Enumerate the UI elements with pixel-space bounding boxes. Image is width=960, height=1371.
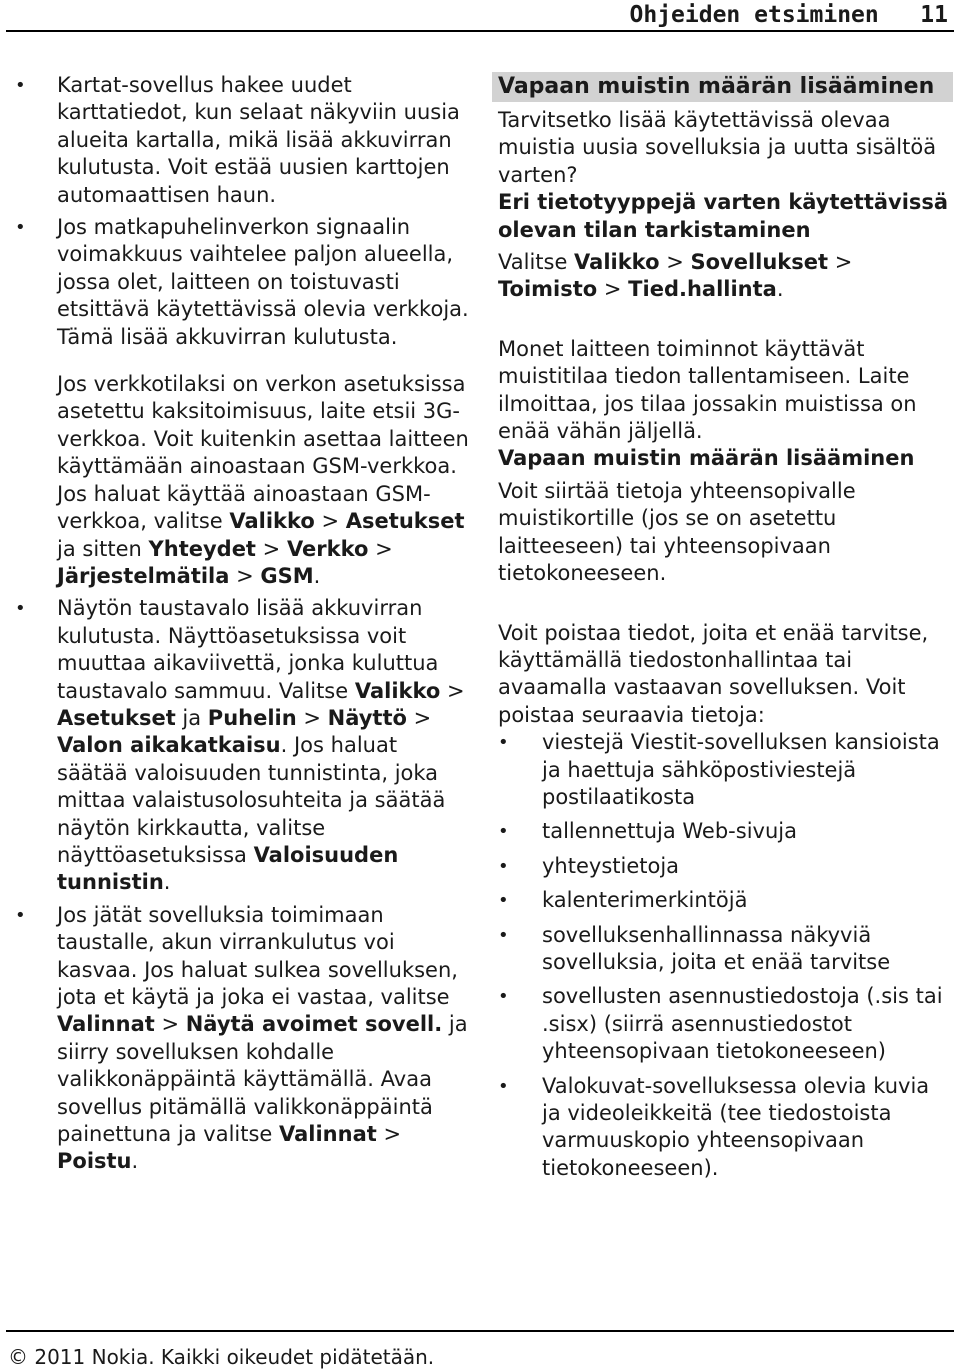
list-item: • viestejä Viestit-sovelluksen kansioista ja haettuja sähköpostiviestejä postilaatikosta — [498, 729, 953, 811]
menu-valoisuuden-tunnistin: Valoisuuden tunnistin — [57, 842, 399, 895]
menu-asetukset: Asetukset — [57, 705, 176, 730]
menu-toimisto: Toimisto — [498, 277, 598, 302]
subheading-check-space: Eri tietotyyppejä varten käytettävissä olevan tilan tarkistaminen — [498, 190, 949, 242]
paragraph-network-mode: Jos verkkotilaksi on verkon asetuksissa asetettu kaksitoimisuus, laite etsii 3G-verkkoa. Voit kuitenkin asettaa laitteen käyttämään ainoastaan GSM-verkkoa. Jos haluat käyttää ainoastaan GSM-verkkoa, valitse Valikko > Asetukset ja sitten Yhteydet > Verkko > Järjestelmätila > GSM. — [57, 372, 469, 588]
section-heading: Vapaan muistin määrän lisääminen — [492, 72, 953, 102]
bullet-map-update: • Kartat-sovellus hakee uudet karttatiedot, kun selaat näkyviin uusia alueita kartalla, mikä lisää akkuvirran kulutusta. Voit estää uusien karttojen automaattisen haun. — [57, 72, 472, 209]
menu-valinnat: Valinnat — [279, 1122, 377, 1147]
section-title: Ohjeiden etsiminen — [629, 2, 879, 28]
subheading-free-memory: Vapaan muistin määrän lisääminen — [498, 446, 915, 471]
bullet-background-apps: • Jos jätät sovelluksia toimimaan taustalle, akun virrankulutus voi kasvaa. Jos haluat sulkea sovelluksen, jota et käytä ja joka ei vastaa, valitse Valinnat > Näytä avoimet sovell. ja siirry sovelluksen kohdalle valikkonäppäintä käyttämällä. Avaa sovellus pitämällä valikkonäppäintä painettuna ja valitse Valinnat > Poistu. — [57, 902, 472, 1176]
select-path-paragraph: Valitse Valikko > Sovellukset > Toimisto > Tied.hallinta. — [498, 250, 853, 302]
memory-info-paragraph: Monet laitteen toiminnot käyttävät muistitilaa tiedon tallentamiseen. Laite ilmoittaa, jos tilaa jossakin muistissa on enää vähän jäljellä. — [498, 336, 917, 444]
menu-yhteydet: Yhteydet — [148, 536, 256, 561]
header-rule — [6, 30, 954, 32]
left-column — [57, 72, 472, 1176]
deletable-items-list — [498, 729, 953, 1182]
bullet-backlight: • Näytön taustavalo lisää akkuvirran kulutusta. Näyttöasetuksissa voit muuttaa aikaviivettä, jonka kuluttua taustavalo sammuu. Valitse Valikko > Asetukset ja Puhelin > Näyttö > Valon aikakatkaisu. Jos haluat säätää valoisuuden tunnistinta, joka mittaa valaistusolosuhteita ja säätää näytön kirkkautta, valitse näyttöasetuksissa Valoisuuden tunnistin. — [57, 595, 472, 896]
menu-tied-hallinta: Tied.hallinta — [628, 277, 777, 302]
list-item: • tallennettuja Web-sivuja — [498, 818, 953, 845]
intro-paragraph: Tarvitsetko lisää käytettävissä olevaa muistia uusia sovelluksia ja uutta sisältöä varten? — [498, 108, 937, 187]
footer-copyright: © 2011 Nokia. Kaikki oikeudet pidätetään. — [8, 1345, 435, 1369]
menu-verkko: Verkko — [286, 536, 369, 561]
move-data-paragraph: Voit siirtää tietoja yhteensopivalle muistikortille (jos se on asetettu laitteeseen) tai yhteensopivaan tietokoneeseen. — [498, 478, 856, 586]
list-item: • sovelluksenhallinnassa näkyviä sovelluksia, joita et enää tarvitse — [498, 922, 953, 977]
right-column — [498, 72, 953, 1182]
menu-poistu: Poistu — [57, 1149, 132, 1174]
menu-naytto: Näyttö — [327, 705, 407, 730]
menu-valinnat: Valinnat — [57, 1012, 155, 1037]
menu-jarjestelmatila: Järjestelmätila — [57, 563, 230, 588]
menu-puhelin: Puhelin — [207, 705, 297, 730]
list-item: • yhteystietoja — [498, 853, 953, 880]
page-header — [630, 0, 949, 30]
menu-gsm: GSM — [260, 563, 314, 588]
bullet-network-signal: • Jos matkapuhelinverkon signaalin voimakkuus vaihtelee paljon alueella, jossa olet, laitteen on toistuvasti etsittävä käytettävissä olevia verkkoja. Tämä lisää akkuvirran kulutusta. — [57, 214, 472, 351]
menu-valikko: Valikko — [229, 509, 315, 534]
menu-valikko: Valikko — [354, 678, 441, 703]
menu-valikko: Valikko — [574, 250, 660, 275]
footer-rule — [6, 1330, 954, 1332]
list-item: • kalenterimerkintöjä — [498, 887, 953, 914]
menu-valon-aikakatkaisu: Valon aikakatkaisu — [57, 733, 281, 758]
list-item: • Valokuvat-sovelluksessa olevia kuvia ja videoleikkeitä (tee tiedostoista varmuuskopio yhteensopivaan tietokoneeseen). — [498, 1073, 953, 1183]
menu-sovellukset: Sovellukset — [690, 250, 829, 275]
list-item: • sovellusten asennustiedostoja (.sis tai .sisx) (siirrä asennustiedostot yhteensopivaan tietokoneeseen) — [498, 983, 953, 1065]
delete-data-paragraph: Voit poistaa tiedot, joita et enää tarvitse, käyttämällä tiedostonhallintaa tai avaamalla vastaavan sovelluksen. Voit poistaa seuraavia tietoja: — [498, 620, 929, 727]
menu-asetukset: Asetukset — [345, 509, 465, 534]
menu-nayta-avoimet: Näytä avoimet sovell. — [185, 1012, 443, 1037]
page-number: 11 — [920, 2, 948, 28]
